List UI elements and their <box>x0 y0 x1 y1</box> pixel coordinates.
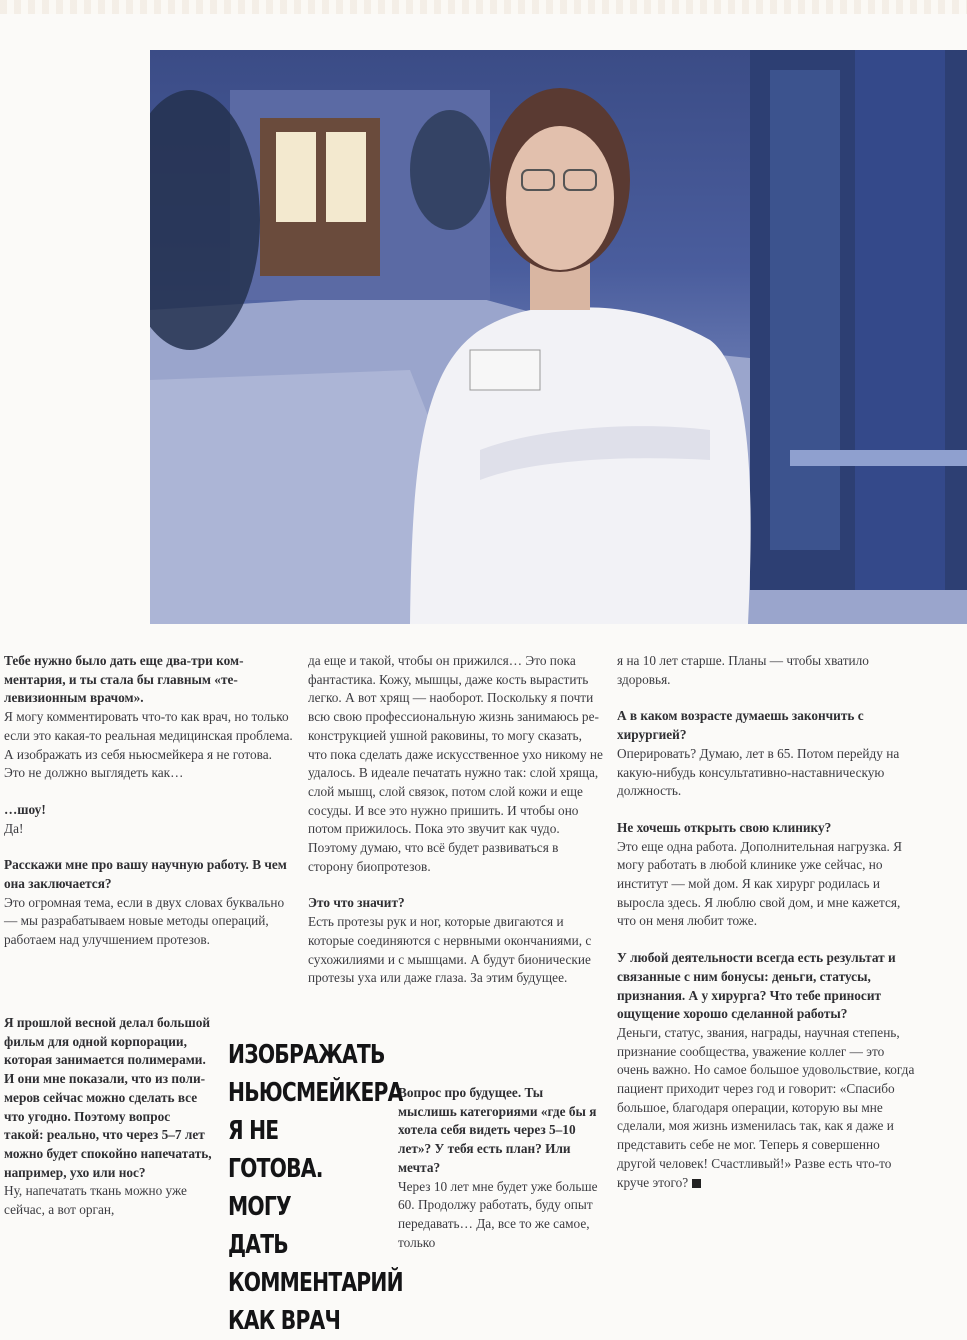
column-1 <box>4 652 296 950</box>
answer-3: Это огромная тема, если в двух словах буквально — мы разрабатываем новые методы операций, работаем над улучшением протезов. <box>4 894 285 948</box>
column-2-lower <box>398 1084 604 1252</box>
answer-2: Да! <box>4 820 24 836</box>
answer-9 <box>617 1024 915 1192</box>
window-pane-1 <box>770 70 840 550</box>
answer-4: Ну, напечатать ткань можно уже сейчас, а вот орган, <box>4 1183 187 1218</box>
column-1-lower <box>4 1014 212 1220</box>
column-3 <box>617 652 915 1192</box>
door-window-left <box>276 132 316 222</box>
name-badge <box>470 350 540 390</box>
article-end-icon <box>692 1179 701 1188</box>
answer-6-continued: я на 10 лет старше. Планы — чтобы хватило здоровья. <box>617 653 869 687</box>
question-7: А в каком возрасте думаешь закончить с хирургией? <box>617 708 864 743</box>
answer-6: Через 10 лет мне будет уже больше 60. Продолжу работать, буду опыт передавать… Да, все то же самое, только <box>398 1178 598 1250</box>
face <box>506 126 614 270</box>
page-top-edge <box>0 0 967 14</box>
door-window-right <box>326 132 366 222</box>
white-coat <box>410 307 751 624</box>
plant-right <box>410 110 490 230</box>
answer-5: Есть протезы рук и ног, которые двигаются и которые соединяются с нервными окончаниями, с сухожилиями и с мышцами. А будут бионические протезы уха или даже глаза. За этим будущее. <box>308 914 592 986</box>
question-2: …шоу! <box>4 801 46 817</box>
question-1: Тебе нужно было дать еще два-три комментария, и ты стала бы главным «телевизионным врачом». <box>4 653 244 706</box>
doctor-portrait-photo <box>150 50 967 624</box>
answer-9-text: Деньги, статус, звания, награды, научная степень, признание сообщества, уважение коллег — это очень важно. Но самое большое удовольствие, когда пациент приходит через год и говорит: «Спасибо большое, благодаря операции, которую вы мне сделали, моя жизнь изменилась так, как я даже и представить себе не мог. Теперь я совершенно другой человек! Счастливый!» Разве есть что-то круче этого? <box>617 1024 915 1190</box>
photo-illustration <box>150 50 967 624</box>
column-2 <box>308 652 604 988</box>
answer-1: Я могу комментировать что-то как врач, но только если это какая-то реальная медицинская проблема. А изображать из себя ньюсмейкера я не готова. Это не должно выглядеть как… <box>4 709 293 781</box>
question-6: Вопрос про будущее. Ты мыслишь категориями «где бы я хотела себя видеть через 5–10 лет»? У тебя есть план? Или мечта? <box>398 1085 597 1175</box>
answer-8: Это еще одна работа. Дополнительная нагрузка. Я могу работать в любой клинике уже сейчас, но институт — мой дом. Я как хирург родилась и выросла здесь. Я люблю свой дом, и мне кажется, что он меня любит тоже. <box>617 838 903 929</box>
answer-4-continued: да еще и такой, чтобы он прижился… Это пока фантастика. Кожу, мышцы, даже кость вырастить легко. А вот хрящ — наоборот. Поскольку я почти всю свою профессиональную жизнь занимаюсь реконструкцией ушной раковины, то могу сказать, что пока сделать даже искусственное ухо никому не удалось. В идеале печатать нужно так: слой хряща, слой мышц, слой связок, потом слой кожи и еще сосуды. И все это нужно пришить. И чтобы оно потом прижилось. Пока это звучит как чудо. Поэтому думаю, что всё будет развиваться в сторону биопротезов. <box>308 653 603 874</box>
question-8: Не хочешь открыть свою клинику? <box>617 819 832 835</box>
question-5: Это что значит? <box>308 895 405 911</box>
window-sill <box>790 450 967 466</box>
question-9: У любой деятельности всегда есть результат и связанные с ним бонусы: деньги, статусы, признания. А у хирурга? Что тебе приносит ощущение хорошо сделанной работы? <box>617 950 896 1022</box>
pull-quote: ИЗОБРАЖАТЬ НЬЮСМЕЙКЕРА Я НЕ ГОТОВА. МОГУ ДАТЬ КОММЕНТАРИЙ КАК ВРАЧ <box>228 1040 403 1336</box>
question-3: Расскажи мне про вашу научную работу. В чем она заключается? <box>4 857 287 892</box>
answer-7: Оперировать? Думаю, лет в 65. Потом перейду на какую-нибудь консультативно-наставническую должность. <box>617 745 900 799</box>
window-pane-2 <box>855 50 945 590</box>
question-4: Я прошлой весной делал большой фильм для одной корпорации, которая занимается полимерами. И они мне показали, что из полимеров сейчас можно сделать все что угодно. Поэтому вопрос такой: реально, что через 5–7 лет можно будет спокойно напечатать, например, ухо или нос? <box>4 1015 212 1180</box>
